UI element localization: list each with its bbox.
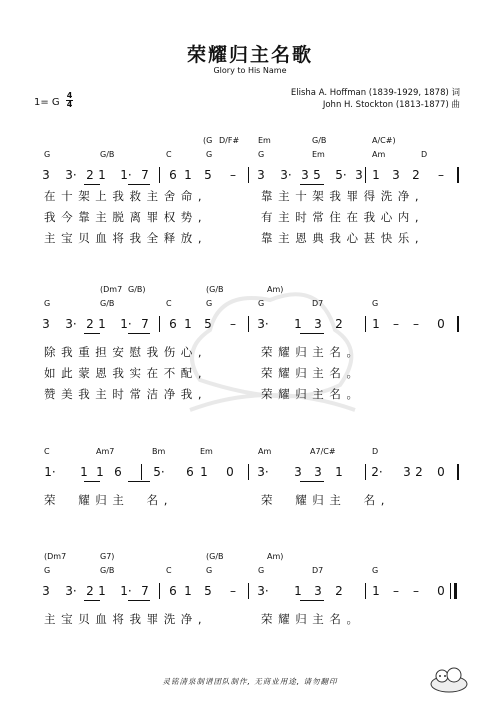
jianpu-note: 1·	[120, 584, 132, 598]
jianpu-note: 1	[96, 465, 104, 479]
jianpu-note: 6	[169, 584, 177, 598]
chord-symbol: D7	[312, 299, 324, 308]
lyric-line: 荣耀归主名。	[261, 612, 364, 626]
lyric-line: 荣耀归主名。	[261, 345, 364, 359]
chord-symbol: C	[166, 150, 172, 159]
lyric-line: 荣耀归主名。	[261, 366, 364, 380]
jianpu-note: 6	[114, 465, 122, 479]
jianpu-note: 1	[372, 317, 380, 331]
bar-line	[457, 167, 459, 183]
bar-line	[457, 464, 459, 480]
lyric-line: 赞美我主时常洁净我,	[44, 387, 208, 401]
note-beam	[300, 333, 324, 334]
time-signature-top: 4	[66, 91, 73, 100]
jianpu-note: 5·	[335, 168, 347, 182]
jianpu-note: 3	[314, 465, 322, 479]
jianpu-note: 3	[257, 168, 265, 182]
jianpu-note: 1	[294, 584, 302, 598]
jianpu-note: 1	[98, 584, 106, 598]
footer-note: 灵铭清泉制谱团队制作, 无商业用途, 请勿翻印	[162, 677, 338, 686]
jianpu-note: –	[393, 317, 399, 331]
chord-symbol: Am	[258, 447, 272, 456]
jianpu-note: 2	[335, 317, 343, 331]
alt-chord-symbol: (Dm7	[44, 552, 67, 561]
lyric-line: 有主时常住在我心内,	[261, 210, 425, 224]
chord-symbol: Bm	[152, 447, 166, 456]
alt-chord-symbol: Am)	[267, 285, 284, 294]
jianpu-note: 3·	[280, 168, 292, 182]
jianpu-note: 3	[42, 168, 50, 182]
jianpu-note: 1	[184, 584, 192, 598]
jianpu-note: 6	[169, 168, 177, 182]
note-beam	[128, 184, 150, 185]
bar-line	[248, 167, 249, 183]
lyric-line: 在十架上我救主舍命,	[44, 189, 208, 203]
jianpu-note: 3·	[257, 317, 269, 331]
jianpu-note: 1	[98, 317, 106, 331]
note-beam	[300, 600, 324, 601]
jianpu-note: –	[413, 584, 419, 598]
alt-chord-symbol: (Dm7	[100, 285, 123, 294]
jianpu-note: 2	[86, 317, 94, 331]
jianpu-note: 1	[372, 168, 380, 182]
jianpu-note: –	[230, 168, 236, 182]
chord-symbol: G	[206, 566, 213, 575]
time-signature	[66, 92, 73, 109]
jianpu-note: 3	[355, 168, 363, 182]
alt-chord-symbol: A/C#)	[372, 136, 396, 145]
alt-chord-symbol: Am)	[267, 552, 284, 561]
song-subtitle: Glory to His Name	[213, 66, 287, 75]
key-signature: 1= G	[34, 97, 60, 108]
bar-line	[450, 583, 451, 599]
chord-symbol: G/B	[100, 150, 115, 159]
jianpu-note: 3·	[65, 168, 77, 182]
jianpu-note: –	[393, 584, 399, 598]
jianpu-note: 3	[42, 584, 50, 598]
bar-line	[159, 583, 160, 599]
chord-symbol: Em	[312, 150, 325, 159]
jianpu-note: 1	[184, 168, 192, 182]
alt-chord-symbol: Em	[258, 136, 271, 145]
jianpu-note: 6	[186, 465, 194, 479]
jianpu-note: 3	[392, 168, 400, 182]
note-beam	[84, 184, 100, 185]
bar-line	[365, 464, 366, 480]
chord-symbol: Am	[372, 150, 386, 159]
lyric-line: 靠主恩典我心甚快乐,	[261, 231, 425, 245]
chord-symbol: C	[44, 447, 50, 456]
chord-symbol: G	[258, 566, 265, 575]
jianpu-note: 5	[204, 317, 212, 331]
jianpu-note: 1	[294, 317, 302, 331]
chord-symbol: G	[258, 150, 265, 159]
chord-symbol: C	[166, 299, 172, 308]
jianpu-note: 7	[141, 317, 149, 331]
jianpu-note: 5	[313, 168, 321, 182]
jianpu-note: 7	[141, 584, 149, 598]
chord-symbol: G	[206, 299, 213, 308]
alt-chord-symbol: (G/B	[206, 552, 224, 561]
jianpu-note: 1	[98, 168, 106, 182]
chord-symbol: G	[44, 566, 51, 575]
jianpu-note: 0	[437, 584, 445, 598]
chord-symbol: G	[44, 150, 51, 159]
chord-symbol: G	[206, 150, 213, 159]
jianpu-note: 3	[403, 465, 411, 479]
jianpu-note: –	[413, 317, 419, 331]
jianpu-note: 3·	[65, 584, 77, 598]
jianpu-note: 1·	[120, 168, 132, 182]
jianpu-note: 1	[184, 317, 192, 331]
jianpu-note: 3·	[65, 317, 77, 331]
jianpu-note: 3	[42, 317, 50, 331]
time-signature-bottom: 4	[66, 100, 73, 109]
bar-line	[365, 583, 366, 599]
note-beam	[300, 184, 324, 185]
song-title: 荣耀归主名歌	[186, 44, 313, 66]
jianpu-note: 3	[314, 317, 322, 331]
jianpu-note: 3·	[257, 584, 269, 598]
lyric-line: 荣耀归主名。	[261, 387, 364, 401]
jianpu-note: 1	[200, 465, 208, 479]
alt-chord-symbol: (G/B	[206, 285, 224, 294]
jianpu-note: 2	[86, 584, 94, 598]
chord-symbol: C	[166, 566, 172, 575]
jianpu-note: 5	[204, 584, 212, 598]
jianpu-note: 1	[372, 584, 380, 598]
jianpu-note: 2	[412, 168, 420, 182]
lyric-line: 荣 耀归主 名,	[44, 493, 173, 507]
jianpu-note: 1	[335, 465, 343, 479]
jianpu-note: 5·	[153, 465, 165, 479]
jianpu-note: 0	[437, 465, 445, 479]
jianpu-note: 6	[169, 317, 177, 331]
bar-line	[141, 464, 142, 480]
jianpu-note: 2·	[371, 465, 383, 479]
composer-credit: John H. Stockton (1813-1877) 曲	[322, 100, 460, 110]
jianpu-note: 3	[314, 584, 322, 598]
jianpu-note: 0	[437, 317, 445, 331]
lyric-line: 靠主十架我罪得洗净,	[261, 189, 425, 203]
jianpu-note: 3·	[257, 465, 269, 479]
jianpu-note: 7	[141, 168, 149, 182]
bar-line	[248, 464, 249, 480]
lyric-line: 除我重担安慰我伤心,	[44, 345, 208, 359]
lyric-line: 如此蒙恩我实在不配,	[44, 366, 208, 380]
jianpu-note: –	[230, 317, 236, 331]
jianpu-note: 0	[226, 465, 234, 479]
bar-line	[457, 316, 459, 332]
chord-symbol: G/B	[100, 299, 115, 308]
alt-chord-symbol: G/B)	[128, 285, 146, 294]
jianpu-note: 1·	[44, 465, 56, 479]
jianpu-note: 2	[415, 465, 423, 479]
jianpu-note: 3	[294, 465, 302, 479]
cloud-cat-logo-icon	[428, 666, 470, 694]
jianpu-note: 2	[335, 584, 343, 598]
note-beam	[128, 333, 150, 334]
bar-line	[454, 583, 457, 599]
lyric-line: 我今靠主脱离罪权势,	[44, 210, 208, 224]
alt-chord-symbol: G7)	[100, 552, 115, 561]
chord-symbol: G	[258, 299, 265, 308]
chord-symbol: G	[44, 299, 51, 308]
note-beam	[300, 481, 324, 482]
jianpu-note: 1·	[120, 317, 132, 331]
chord-symbol: D	[421, 150, 428, 159]
alt-chord-symbol: G/B	[312, 136, 327, 145]
jianpu-note: 1	[80, 465, 88, 479]
note-beam	[84, 333, 100, 334]
chord-symbol: D7	[312, 566, 324, 575]
jianpu-note: 2	[86, 168, 94, 182]
bar-line	[248, 316, 249, 332]
chord-symbol: G	[372, 566, 379, 575]
alt-chord-symbol: D/F#	[219, 136, 240, 145]
bar-line	[365, 167, 366, 183]
chord-symbol: A7/C#	[310, 447, 336, 456]
lyricist-credit: Elisha A. Hoffman (1839-1929, 1878) 词	[290, 88, 460, 98]
jianpu-note: 3	[301, 168, 309, 182]
note-beam	[84, 481, 100, 482]
bar-line	[159, 167, 160, 183]
lyric-line: 荣 耀归主 名,	[261, 493, 390, 507]
chord-symbol: Am7	[96, 447, 115, 456]
note-beam	[128, 481, 150, 482]
note-beam	[84, 600, 100, 601]
chord-symbol: Em	[200, 447, 213, 456]
jianpu-note: 5	[204, 168, 212, 182]
chord-symbol: G/B	[100, 566, 115, 575]
bar-line	[248, 583, 249, 599]
alt-chord-symbol: (G	[203, 136, 213, 145]
chord-symbol: G	[372, 299, 379, 308]
jianpu-note: –	[438, 168, 444, 182]
bar-line	[159, 316, 160, 332]
bar-line	[365, 316, 366, 332]
lyric-line: 主宝贝血将我全释放,	[44, 231, 208, 245]
jianpu-note: –	[230, 584, 236, 598]
note-beam	[128, 600, 150, 601]
chord-symbol: D	[372, 447, 379, 456]
lyric-line: 主宝贝血将我罪洗净,	[44, 612, 208, 626]
